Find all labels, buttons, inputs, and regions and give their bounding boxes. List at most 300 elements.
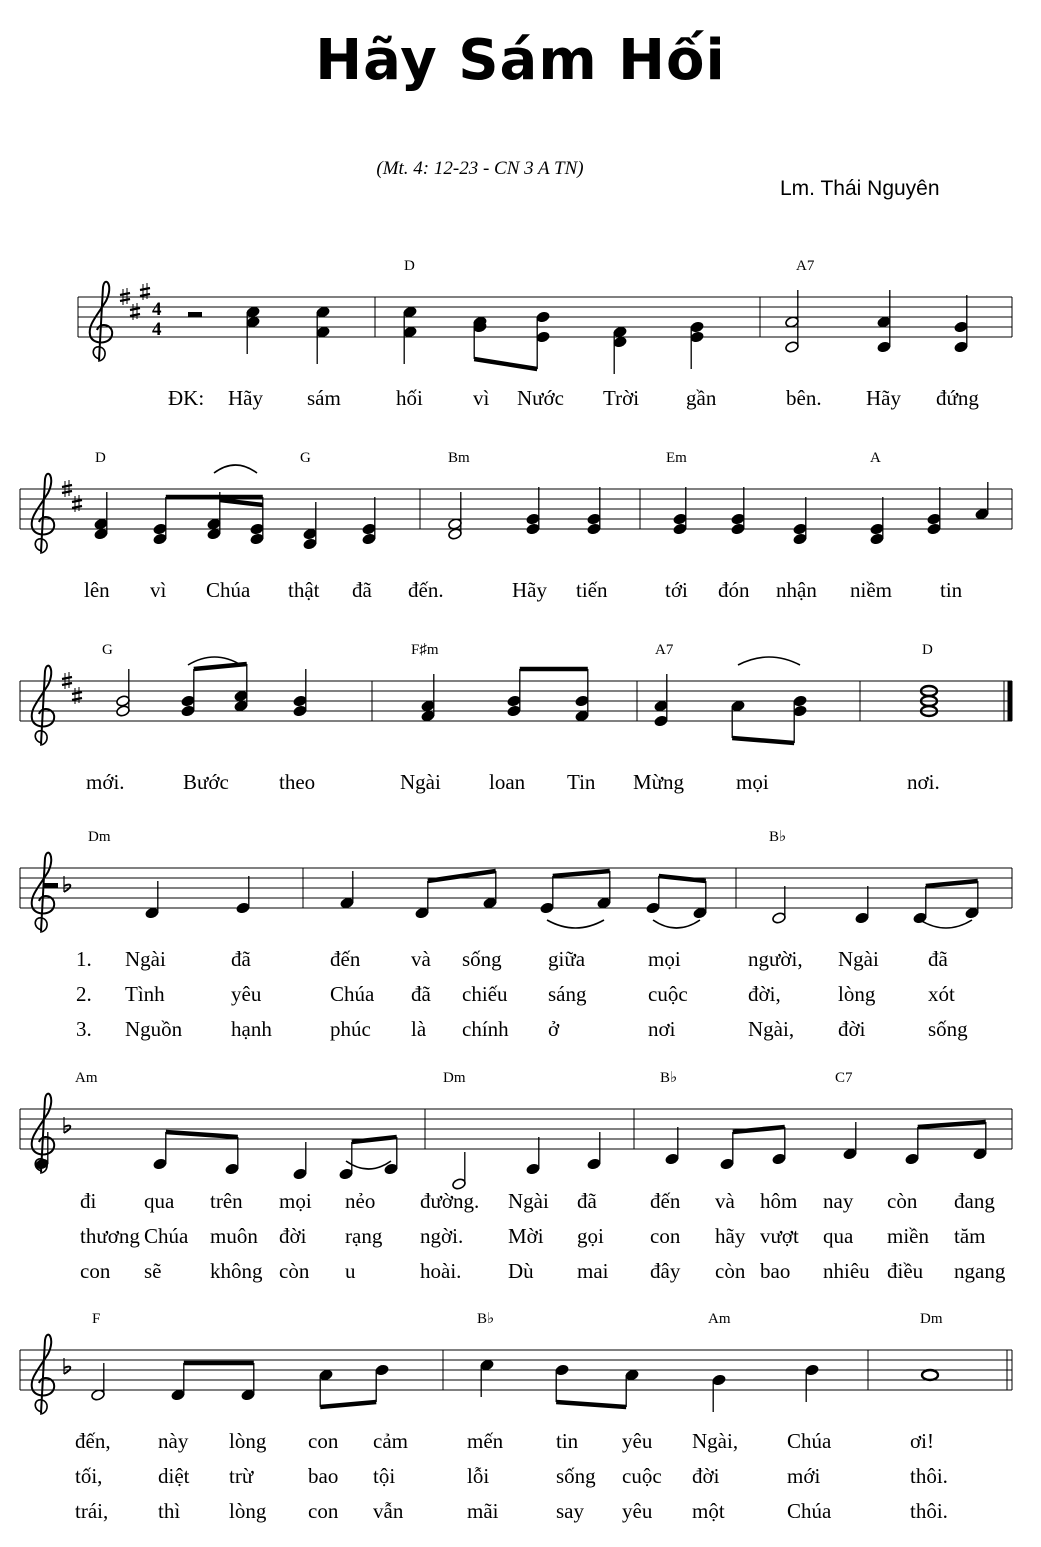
note-head (587, 513, 602, 526)
beam (732, 738, 794, 743)
staff-system-2 (20, 450, 1012, 602)
note-head (171, 1389, 186, 1402)
note-head (340, 897, 355, 910)
lyric-word: và (411, 947, 431, 971)
lyric-word: Hãy (866, 386, 901, 410)
note-head (613, 326, 628, 339)
chord-symbol: A7 (655, 642, 674, 658)
note-head (375, 1364, 390, 1377)
lyric-word: 1. (76, 947, 92, 971)
lyric-word: yêu (622, 1429, 653, 1453)
note-head (421, 710, 436, 723)
lyric-word: u (345, 1259, 356, 1283)
beam (926, 881, 978, 886)
lyric-word: bao (760, 1259, 791, 1283)
note-head (793, 533, 808, 546)
note-head (403, 306, 418, 319)
lyric-word: nẻo (345, 1189, 376, 1213)
lyric-word: Hãy (228, 386, 263, 410)
note-head (927, 513, 942, 526)
note-head (654, 700, 669, 713)
chord-symbol: F (92, 1311, 101, 1327)
lyric-word: đứng (936, 386, 979, 410)
lyric-word: ngời. (420, 1224, 464, 1248)
note-head (540, 902, 555, 915)
note-head (712, 1374, 727, 1387)
lyric-word: Nguồn (125, 1017, 183, 1041)
lyric-word: theo (279, 770, 316, 794)
note-head (927, 523, 942, 536)
lyric-word: thôi. (910, 1464, 948, 1488)
lyric-word: người, (748, 947, 803, 971)
note-head (772, 1153, 787, 1166)
chord-symbol: B♭ (660, 1070, 678, 1086)
note-head (690, 331, 705, 344)
note-head (116, 695, 131, 708)
lyric-word: qua (823, 1224, 854, 1248)
beam (918, 1122, 986, 1127)
lyric-word: trái, (75, 1499, 109, 1523)
beam (194, 664, 247, 669)
lyric-word: nay (823, 1189, 854, 1213)
note-head (181, 695, 196, 708)
note-head (362, 523, 377, 536)
lyric-word: Ngài, (692, 1429, 739, 1453)
lyric-word: cuộc (648, 982, 688, 1006)
chord-symbol: D (922, 642, 933, 658)
note-head (785, 316, 800, 329)
lyric-word: Chúa (206, 578, 251, 602)
lyric-word: qua (144, 1189, 175, 1213)
lyric-word: lỗi (467, 1464, 490, 1488)
lyric-word: tin (940, 578, 963, 602)
lyric-word: mọi (279, 1189, 312, 1213)
lyric-word: vì (473, 386, 490, 410)
lyric-word: đã (411, 982, 431, 1006)
chord-symbol: F♯m (411, 642, 439, 658)
note-head (246, 306, 261, 319)
lyric-word: hối (396, 386, 423, 410)
lyric-word: mới. (86, 770, 125, 794)
lyric-word: lòng (229, 1429, 267, 1453)
lyric-word: thật (288, 578, 320, 602)
lyric-word: ơi! (910, 1429, 934, 1453)
note-head (421, 700, 436, 713)
lyric-word: tăm (954, 1224, 986, 1248)
note-head (843, 1148, 858, 1161)
lyric-word: Mừng (633, 770, 685, 794)
lyric-word: Ngài, (748, 1017, 795, 1041)
note-head (415, 907, 430, 920)
chord-symbol: D (404, 258, 415, 274)
chord-symbol: A (870, 450, 881, 466)
beam (474, 359, 537, 369)
treble-clef-icon (32, 474, 55, 553)
lyric-word: thôi. (910, 1499, 948, 1523)
lyric-word: trên (210, 1189, 243, 1213)
chord-symbol: B♭ (769, 829, 787, 845)
chord-symbol: G (300, 450, 311, 466)
note-head (973, 1148, 988, 1161)
lyric-word: bao (308, 1464, 339, 1488)
note-head (855, 912, 870, 925)
note-head (555, 1364, 570, 1377)
lyric-word: mai (577, 1259, 609, 1283)
lyric-word: đây (650, 1259, 681, 1283)
lyric-word: đời (838, 1017, 866, 1041)
note-head (877, 316, 892, 329)
lyric-word: Ngài (838, 947, 879, 971)
note-head (975, 508, 990, 521)
staff-system-6 (20, 1311, 1012, 1523)
note-head (965, 907, 980, 920)
lyric-word: Dù (508, 1259, 534, 1283)
note-head (153, 1158, 168, 1171)
slur (346, 1161, 391, 1169)
note-head (94, 528, 109, 541)
lyric-word: đường. (420, 1189, 480, 1213)
lyric-word: gọi (577, 1224, 604, 1248)
note-head (246, 316, 261, 329)
slur (653, 920, 700, 928)
lyric-word: mới (787, 1464, 821, 1488)
note-head (793, 523, 808, 536)
lyric-word: mọi (648, 947, 681, 971)
note-head (319, 1369, 334, 1382)
note-head (673, 513, 688, 526)
lyric-word: yêu (622, 1499, 653, 1523)
scripture-reference: (Mt. 4: 12-23 - CN 3 A TN) (376, 158, 584, 179)
lyric-word: tối, (75, 1464, 103, 1488)
beam (166, 1132, 238, 1137)
beam (553, 871, 610, 876)
note-head (403, 326, 418, 339)
note-head (480, 1359, 495, 1372)
note-head (693, 907, 708, 920)
lyric-word: đi (80, 1189, 97, 1213)
secondary-beam (220, 500, 263, 505)
lyric-word: vẫn (373, 1499, 404, 1523)
note-head (731, 513, 746, 526)
lyric-word: đã (928, 947, 948, 971)
lyric-word: con (308, 1429, 339, 1453)
chord-symbol: Bm (448, 450, 470, 466)
lyric-word: đời (279, 1224, 307, 1248)
lyric-word: con (80, 1259, 111, 1283)
note-head (575, 710, 590, 723)
lyric-word: Ngài (400, 770, 441, 794)
note-head (673, 523, 688, 536)
chord-symbol: Dm (88, 829, 111, 845)
lyric-word: Ngài (508, 1189, 549, 1213)
note-head (793, 705, 808, 718)
lyric-word: đến (650, 1189, 681, 1213)
staff-system-3 (20, 642, 1012, 794)
chord-symbol: B♭ (477, 1311, 495, 1327)
lyric-word: không (210, 1259, 263, 1283)
lyric-word: đến. (408, 578, 444, 602)
lyric-word: Ngài (125, 947, 166, 971)
lyric-word: tới (665, 578, 688, 602)
note-head (536, 311, 551, 324)
lyric-word: Chúa (330, 982, 375, 1006)
time-signature-top: 4 (152, 299, 162, 320)
lyric-word: sẽ (144, 1259, 162, 1283)
lyric-word: 2. (76, 982, 92, 1006)
lyric-word: còn (887, 1189, 918, 1213)
lyric-word: Tin (567, 770, 596, 794)
note-head (303, 538, 318, 551)
note-head (625, 1369, 640, 1382)
lyric-word: loan (489, 770, 526, 794)
lyric-word: mãi (467, 1499, 499, 1523)
beam (733, 1127, 785, 1132)
lyric-word: con (650, 1224, 681, 1248)
beam (659, 876, 706, 881)
note-head (94, 518, 109, 531)
lyric-word: đã (231, 947, 251, 971)
note-head (654, 715, 669, 728)
note-head (225, 1163, 240, 1176)
half-rest-icon (188, 312, 202, 317)
lyric-word: lòng (229, 1499, 267, 1523)
beam (428, 871, 496, 881)
lyric-word: Chúa (787, 1499, 832, 1523)
note-head (241, 1389, 256, 1402)
time-signature-bottom: 4 (152, 319, 162, 340)
lyric-word: ở (548, 1017, 560, 1041)
lyric-word: vì (150, 578, 167, 602)
note-head (905, 1153, 920, 1166)
slur (214, 465, 257, 473)
note-head (575, 695, 590, 708)
half-rest-icon (44, 883, 58, 888)
lyric-word: niềm (850, 578, 892, 602)
lyric-word: đã (352, 578, 372, 602)
note-head (116, 705, 131, 718)
note-head (646, 902, 661, 915)
note-head (250, 533, 265, 546)
note-head (236, 902, 251, 915)
song-title: Hãy Sám Hối (315, 28, 726, 93)
lyric-word: tiến (576, 578, 608, 602)
note-head (922, 1370, 938, 1380)
lyric-word: Tình (125, 982, 165, 1006)
note-head (772, 912, 787, 925)
chord-symbol: Dm (443, 1070, 466, 1086)
note-head (613, 336, 628, 349)
lyric-word: một (692, 1499, 725, 1523)
note-head (954, 341, 969, 354)
lyric-word: lên (84, 578, 110, 602)
lyric-word: nơi. (907, 770, 940, 794)
lyric-word: muôn (210, 1224, 258, 1248)
lyric-word: Chúa (787, 1429, 832, 1453)
note-head (293, 1168, 308, 1181)
lyric-word: Nước (517, 386, 564, 410)
note-head (526, 513, 541, 526)
lyric-word: mọi (736, 770, 769, 794)
note-head (526, 1163, 541, 1176)
lyric-word: còn (715, 1259, 746, 1283)
lyric-word: rạng (345, 1224, 383, 1248)
lyric-word: điều (887, 1259, 924, 1283)
lyric-word: này (158, 1429, 189, 1453)
chord-symbol: Am (708, 1311, 731, 1327)
note-head (507, 695, 522, 708)
lyric-word: hoài. (420, 1259, 462, 1283)
lyric-word: đến, (75, 1429, 111, 1453)
lyric-word: giữa (548, 947, 586, 971)
note-head (339, 1168, 354, 1181)
note-head (234, 700, 249, 713)
lyric-word: mến (467, 1429, 504, 1453)
note-head (536, 331, 551, 344)
lyric-word: nhận (776, 578, 817, 602)
slur (547, 920, 604, 928)
lyric-word: sám (307, 386, 341, 410)
lyric-word: Hãy (512, 578, 547, 602)
note-head (793, 695, 808, 708)
lyric-word: đã (577, 1189, 597, 1213)
lyric-word: là (411, 1017, 427, 1041)
note-head (731, 700, 746, 713)
lyric-word: gần (686, 386, 717, 410)
beam (320, 1402, 376, 1407)
lyric-word: sáng (548, 982, 587, 1006)
note-head (720, 1158, 735, 1171)
lyric-word: hãy (715, 1224, 746, 1248)
note-head (293, 705, 308, 718)
lyric-word: còn (279, 1259, 310, 1283)
chord-symbol: C7 (835, 1070, 853, 1086)
lyric-word: sống (928, 1017, 968, 1041)
chord-symbol: G (102, 642, 113, 658)
lyric-word: đang (954, 1189, 995, 1213)
lyric-word: miền (887, 1224, 929, 1248)
note-head (207, 528, 222, 541)
note-head (507, 705, 522, 718)
note-head (587, 1158, 602, 1171)
lyric-word: đến (330, 947, 361, 971)
note-head (877, 341, 892, 354)
beam (352, 1137, 397, 1142)
lyric-word: chiếu (462, 982, 508, 1006)
note-head (448, 528, 463, 541)
note-head (448, 518, 463, 531)
slur (920, 920, 972, 928)
note-head (316, 326, 331, 339)
lyric-word: yêu (231, 982, 262, 1006)
note-head (303, 528, 318, 541)
note-head (483, 897, 498, 910)
staff-system-5 (20, 1070, 1012, 1283)
lyric-word: cuộc (622, 1464, 662, 1488)
lyric-word: bên. (786, 386, 822, 410)
treble-clef-icon (32, 666, 55, 745)
lyric-word: diệt (158, 1464, 190, 1488)
lyric-word: nhiêu (823, 1259, 870, 1283)
treble-clef-icon (90, 282, 113, 361)
note-head (731, 523, 746, 536)
note-head (587, 523, 602, 536)
treble-clef-icon (32, 1335, 55, 1414)
note-head (207, 518, 222, 531)
note-head (153, 533, 168, 546)
slur (738, 657, 800, 665)
chord-symbol: Am (75, 1070, 98, 1086)
chord-symbol: A7 (796, 258, 815, 274)
note-head (954, 321, 969, 334)
note-head (293, 695, 308, 708)
lyric-word: nơi (648, 1017, 676, 1041)
note-head (785, 341, 800, 354)
lyric-word: ngang (954, 1259, 1006, 1283)
note-head (597, 897, 612, 910)
treble-clef-icon (32, 853, 55, 932)
lyric-word: vượt (760, 1224, 799, 1248)
lyric-word: 3. (76, 1017, 92, 1041)
lyric-word: thương (80, 1224, 140, 1248)
lyric-word: tin (556, 1429, 579, 1453)
note-head (690, 321, 705, 334)
chord-symbol: Em (666, 450, 687, 466)
lyric-word: hôm (760, 1189, 798, 1213)
lyric-word: Chúa (144, 1224, 189, 1248)
lyric-word: xót (928, 982, 955, 1006)
lyric-word: ĐK: (168, 386, 205, 410)
lyric-word: con (308, 1499, 339, 1523)
lyric-word: lòng (838, 982, 876, 1006)
note-head (665, 1153, 680, 1166)
note-head (526, 523, 541, 536)
lyric-word: trừ (229, 1464, 254, 1488)
note-head (870, 523, 885, 536)
staff-system-4 (20, 829, 1012, 1041)
lyric-word: sống (556, 1464, 596, 1488)
lyric-word: và (715, 1189, 735, 1213)
note-head (362, 533, 377, 546)
lyric-word: phúc (330, 1017, 371, 1041)
lyric-word: Trời (603, 386, 640, 410)
note-head (153, 523, 168, 536)
lyric-word: đời, (748, 982, 781, 1006)
lyric-word: tội (373, 1464, 396, 1488)
note-head (250, 523, 265, 536)
lyric-word: thì (158, 1499, 181, 1523)
lyric-word: say (556, 1499, 584, 1523)
note-head (91, 1389, 106, 1402)
lyric-word: Mời (508, 1224, 544, 1248)
lyric-word: hạnh (231, 1017, 272, 1041)
composer: Lm. Thái Nguyên (780, 177, 940, 200)
lyric-word: chính (462, 1017, 509, 1041)
chord-symbol: Dm (920, 1311, 943, 1327)
note-head (805, 1364, 820, 1377)
lyric-word: đời (692, 1464, 720, 1488)
lyric-word: sống (462, 947, 502, 971)
lyric-word: Bước (183, 770, 229, 794)
lyric-word: đón (718, 578, 750, 602)
chord-symbol: D (95, 450, 106, 466)
beam (556, 1402, 626, 1407)
note-head (870, 533, 885, 546)
lyric-word: cảm (373, 1429, 408, 1453)
note-head (234, 690, 249, 703)
note-head (145, 907, 160, 920)
note-head (316, 306, 331, 319)
note-head (181, 705, 196, 718)
